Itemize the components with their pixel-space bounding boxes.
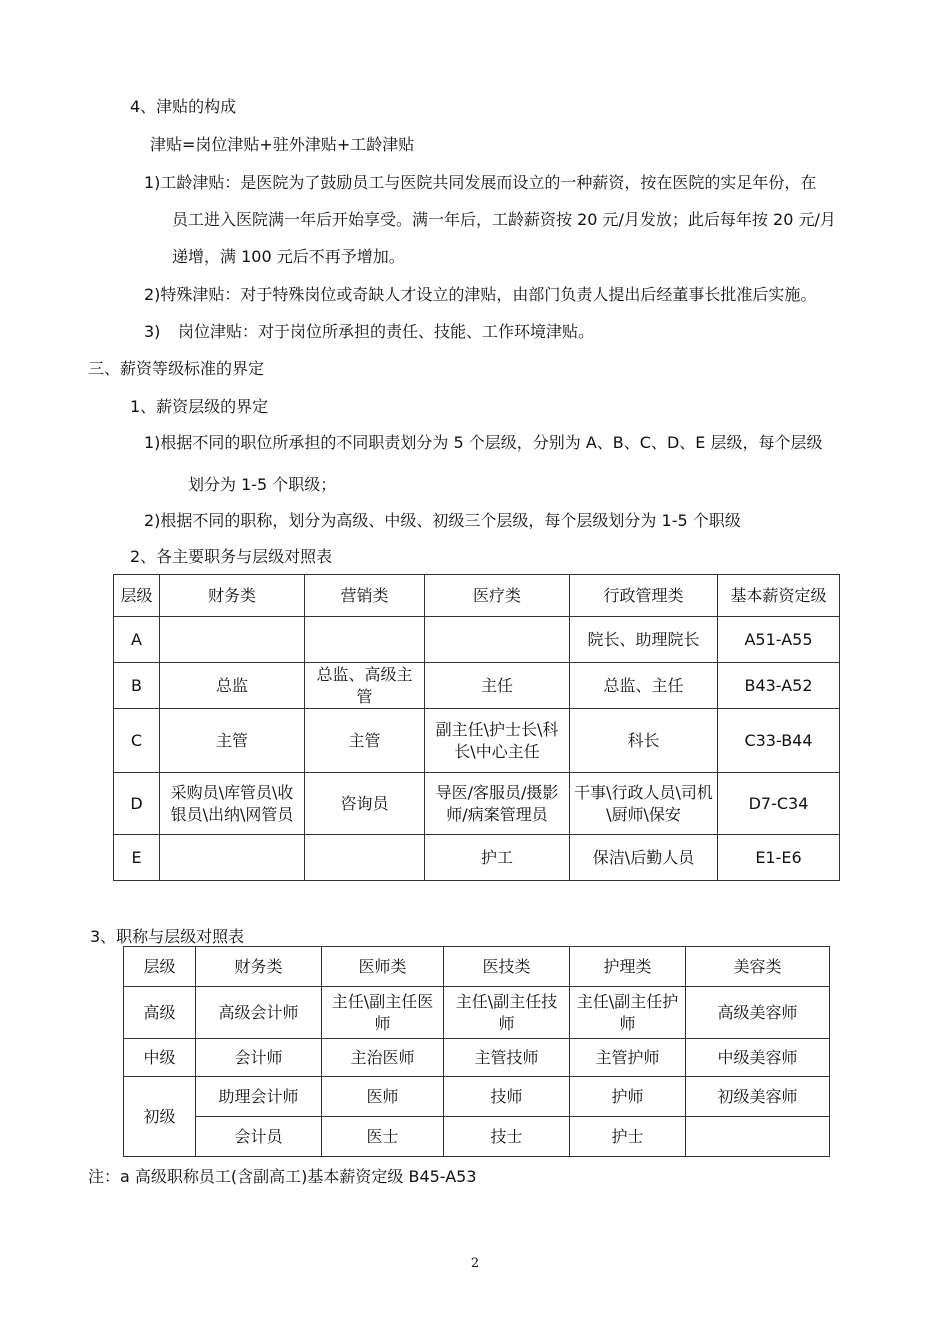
table-cell: 主管	[305, 709, 425, 773]
table-cell: 总监、主任	[570, 663, 718, 709]
table-cell: 护师	[570, 1077, 686, 1117]
table-cell: B	[114, 663, 160, 709]
table-cell: 保洁\后勤人员	[570, 835, 718, 881]
position-allowance: 岗位津贴：对于岗位所承担的责任、技能、工作环境津贴。	[178, 322, 595, 341]
table-header-row	[124, 947, 830, 987]
table-row	[124, 1117, 830, 1157]
tier-rule-2: 2)根据不同的职称，划分为高级、中级、初级三个层级，每个层级划分为 1-5 个职级	[144, 511, 741, 530]
table-row	[124, 1039, 830, 1077]
table-cell: 初级美容师	[686, 1077, 830, 1117]
table-cell: 助理会计师	[196, 1077, 322, 1117]
table-cell: D7-C34	[718, 773, 840, 835]
table-cell: C	[114, 709, 160, 773]
header-cell: 层级	[114, 575, 160, 617]
table-cell: 护士	[570, 1117, 686, 1157]
header-cell: 行政管理类	[570, 575, 718, 617]
seniority-allowance-line1: 1)工龄津贴：是医院为了鼓励员工与医院共同发展而设立的一种薪资，按在医院的实足年份，在	[144, 173, 817, 192]
table-cell	[305, 835, 425, 881]
table-row	[114, 773, 840, 835]
table-row	[124, 1077, 830, 1117]
seniority-allowance-line2: 员工进入医院满一年后开始享受。满一年后，工龄薪资按 20 元/月发放；此后每年按 20 元/月	[172, 210, 836, 229]
section-heading-allowance: 4、津贴的构成	[130, 97, 237, 116]
header-cell: 医师类	[322, 947, 444, 987]
table-cell: 主治医师	[322, 1039, 444, 1077]
seniority-allowance-line3: 递增，满 100 元后不再予增加。	[172, 247, 405, 266]
header-cell: 医技类	[444, 947, 570, 987]
table-cell	[160, 835, 305, 881]
special-allowance: 2)特殊津贴：对于特殊岗位或奇缺人才设立的津贴，由部门负责人提出后经董事长批准后实施。	[144, 285, 817, 304]
subheading-salary-tiers: 1、薪资层级的界定	[130, 397, 269, 416]
table-cell: 初级	[124, 1077, 196, 1157]
header-cell: 财务类	[160, 575, 305, 617]
header-cell: 基本薪资定级	[718, 575, 840, 617]
table-cell: 技师	[444, 1077, 570, 1117]
position-level-table	[113, 574, 840, 881]
table-header-row	[114, 575, 840, 617]
table-cell: 会计员	[196, 1117, 322, 1157]
tier-rule-1-line2: 划分为 1-5 个职级；	[188, 475, 337, 494]
table-cell: 高级会计师	[196, 987, 322, 1039]
table-cell: 主任\副主任技师	[444, 987, 570, 1039]
table-cell: D	[114, 773, 160, 835]
table-cell	[305, 617, 425, 663]
table-cell	[160, 617, 305, 663]
subheading-position-table: 2、各主要职务与层级对照表	[130, 547, 333, 566]
position-allowance-number: 3)	[144, 322, 161, 341]
page-number: 2	[470, 1256, 480, 1271]
table-cell: 主管技师	[444, 1039, 570, 1077]
table-cell: 总监、高级主管	[305, 663, 425, 709]
table-row	[114, 835, 840, 881]
title-level-table	[123, 946, 830, 1157]
table-cell: 主管护师	[570, 1039, 686, 1077]
table-cell: 高级	[124, 987, 196, 1039]
table-cell: 主管	[160, 709, 305, 773]
table-cell: 会计师	[196, 1039, 322, 1077]
table-cell: 咨询员	[305, 773, 425, 835]
header-cell: 护理类	[570, 947, 686, 987]
allowance-formula: 津贴=岗位津贴+驻外津贴+工龄津贴	[150, 135, 415, 154]
table-row	[114, 663, 840, 709]
header-cell: 营销类	[305, 575, 425, 617]
table-cell: 主任\副主任医师	[322, 987, 444, 1039]
table-cell: 科长	[570, 709, 718, 773]
table-cell: B43-A52	[718, 663, 840, 709]
table-cell: 院长、助理院长	[570, 617, 718, 663]
section-heading-salary-levels: 三、薪资等级标准的界定	[88, 359, 265, 378]
header-cell: 医疗类	[425, 575, 570, 617]
header-cell: 美容类	[686, 947, 830, 987]
table-cell: 总监	[160, 663, 305, 709]
table-cell: 干事\行政人员\司机\厨师\保安	[570, 773, 718, 835]
footnote: 注：a 高级职称员工(含副高工)基本薪资定级 B45-A53	[88, 1167, 477, 1186]
table-row	[114, 617, 840, 663]
table-cell: A51-A55	[718, 617, 840, 663]
header-cell: 层级	[124, 947, 196, 987]
table-cell: E	[114, 835, 160, 881]
table-cell: 采购员\库管员\收银员\出纳\网管员	[160, 773, 305, 835]
table-row	[124, 987, 830, 1039]
table-cell: 护工	[425, 835, 570, 881]
tier-rule-1-line1: 1)根据不同的职位所承担的不同职责划分为 5 个层级，分别为 A、B、C、D、E 层级，每个层级	[144, 433, 823, 452]
table-cell: 医士	[322, 1117, 444, 1157]
subheading-title-table: 3、职称与层级对照表	[90, 927, 245, 946]
table-cell: 导医/客服员/摄影师/病案管理员	[425, 773, 570, 835]
header-cell: 财务类	[196, 947, 322, 987]
table-cell	[425, 617, 570, 663]
table-row	[114, 709, 840, 773]
table-cell: 主任\副主任护师	[570, 987, 686, 1039]
table-cell: 主任	[425, 663, 570, 709]
table-cell: C33-B44	[718, 709, 840, 773]
table-cell: 副主任\护士长\科长\中心主任	[425, 709, 570, 773]
table-cell: A	[114, 617, 160, 663]
table-cell: E1-E6	[718, 835, 840, 881]
table-cell	[686, 1117, 830, 1157]
table-cell: 技士	[444, 1117, 570, 1157]
table-cell: 中级美容师	[686, 1039, 830, 1077]
table-cell: 高级美容师	[686, 987, 830, 1039]
table-cell: 中级	[124, 1039, 196, 1077]
table-cell: 医师	[322, 1077, 444, 1117]
